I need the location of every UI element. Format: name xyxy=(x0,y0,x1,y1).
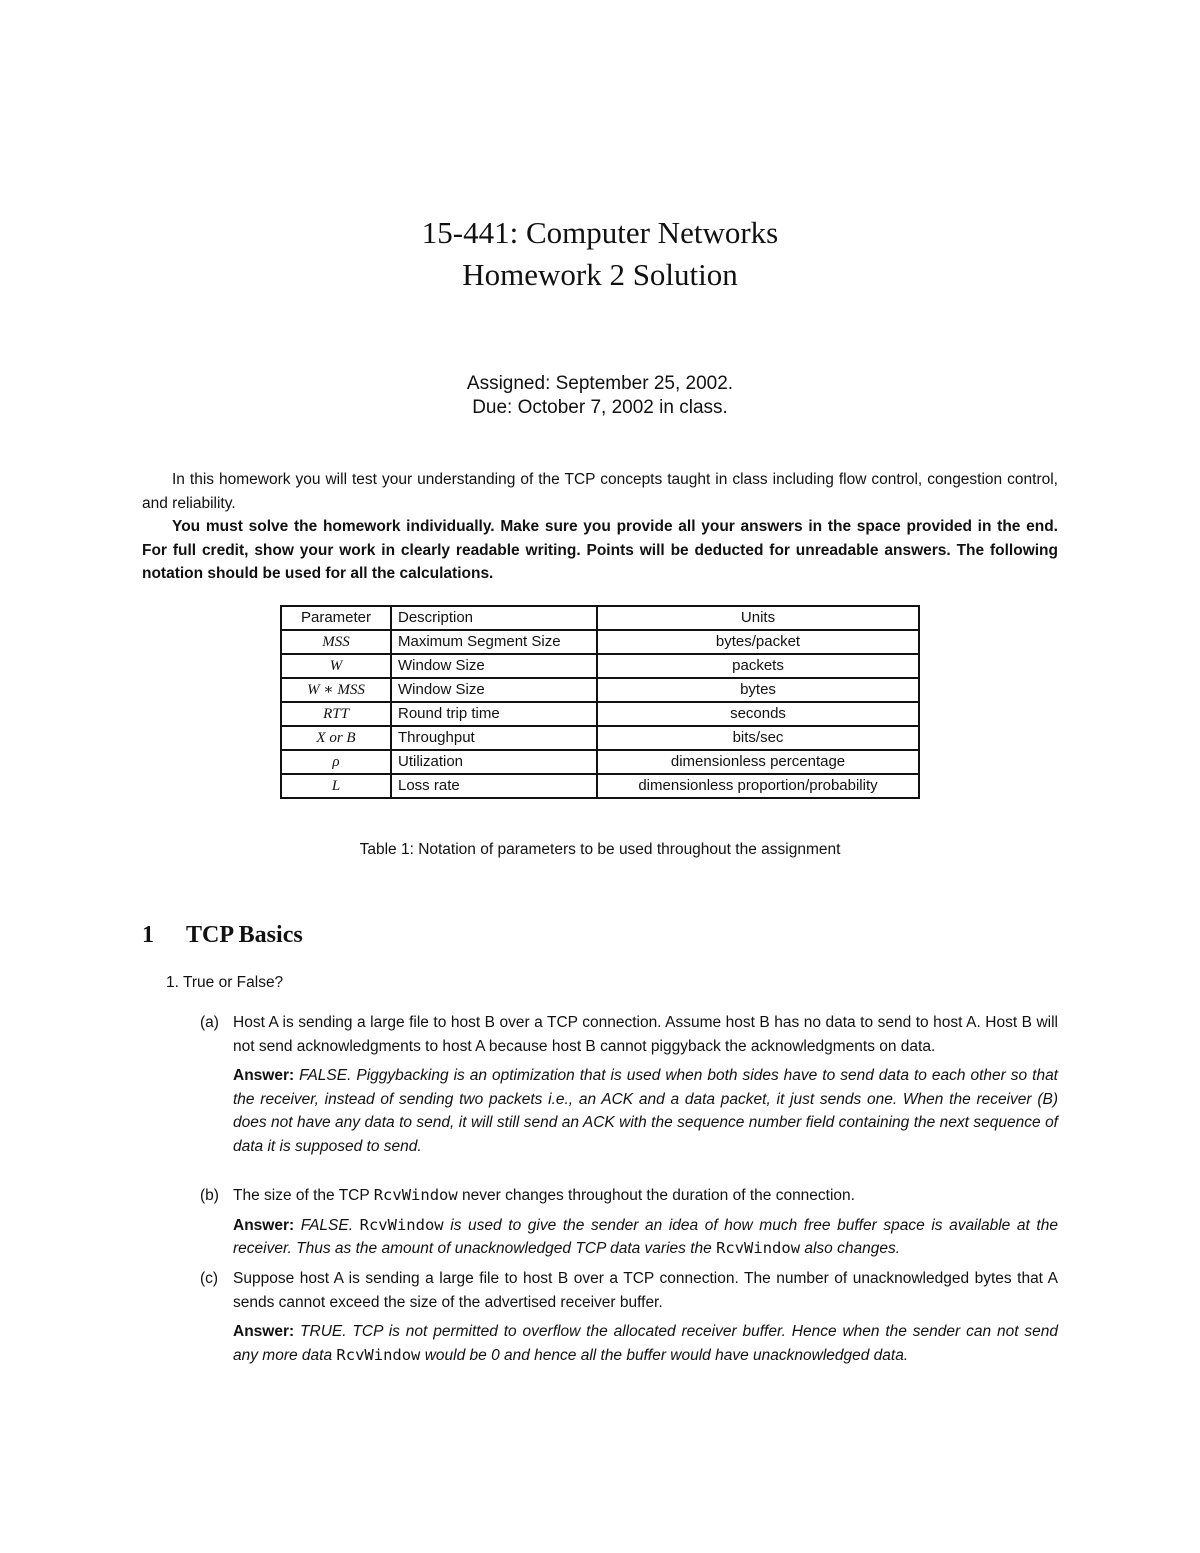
code-rcvwindow: RcvWindow xyxy=(336,1345,421,1364)
units-cell: bits/sec xyxy=(597,726,919,750)
answer-block xyxy=(233,1320,1058,1367)
answer-label: Answer: xyxy=(233,1323,295,1340)
param-cell: RTT xyxy=(281,702,391,726)
table-caption: Table 1: Notation of parameters to be used throughout the assignment xyxy=(359,841,841,858)
answer-text-part: would be 0 and hence all the buffer would have unacknowledged data. xyxy=(420,1346,909,1364)
intro-paragraph: In this homework you will test your understanding of the TCP concepts taught in class including flow control, congestion control, and reliability. xyxy=(142,471,1058,512)
question-number: 1. xyxy=(166,974,179,991)
units-cell: seconds xyxy=(597,702,919,726)
units-cell: dimensionless percentage xyxy=(597,750,919,774)
answer-text: FALSE. Piggybacking is an optimization that is used when both sides have to send data to each other so that the receiver, instead of sending two packets i.e., an ACK and a data packet, it just sends one. When the receiver (B) does not have any data to send, it will still send an ACK with the sequence number field containing the next sequence of data it is supposed to send. xyxy=(233,1067,1058,1155)
question-text-part: never changes throughout the duration of the connection. xyxy=(457,1187,855,1204)
notation-table xyxy=(280,605,920,799)
description-cell: Window Size xyxy=(391,654,597,678)
table-row xyxy=(281,726,919,750)
code-rcvwindow: RcvWindow xyxy=(373,1186,458,1204)
description-cell: Throughput xyxy=(391,726,597,750)
param-cell: W xyxy=(281,654,391,678)
answer-block xyxy=(233,1214,1058,1261)
table-header-row xyxy=(281,606,919,630)
table-row xyxy=(281,654,919,678)
param-cell: W ∗ MSS xyxy=(281,678,391,702)
sub-question-c xyxy=(200,1267,1058,1367)
doc-dates xyxy=(0,372,1200,420)
question-text: True or False? xyxy=(182,974,284,991)
units-cell: bytes xyxy=(597,678,919,702)
table-row xyxy=(281,750,919,774)
answer-text xyxy=(233,1323,1058,1364)
table-header-cell: Description xyxy=(391,606,597,630)
answer-label: Answer: xyxy=(233,1216,295,1234)
description-cell: Window Size xyxy=(391,678,597,702)
table-row xyxy=(281,678,919,702)
section-number: 1 xyxy=(142,922,154,948)
description-cell: Loss rate xyxy=(391,774,597,798)
sub-question-label: (b) xyxy=(200,1187,219,1204)
code-rcvwindow: RcvWindow xyxy=(716,1239,801,1257)
param-cell: L xyxy=(281,774,391,798)
section-title: TCP Basics xyxy=(186,922,303,948)
units-cell: dimensionless proportion/probability xyxy=(597,774,919,798)
param-cell: MSS xyxy=(281,630,391,654)
sub-question-a xyxy=(200,1011,1058,1158)
sub-question-text: Suppose host A is sending a large file to host B over a TCP connection. The number of unacknowledged bytes that A sends cannot exceed the size of the advertised receiver buffer. xyxy=(233,1270,1058,1311)
doc-title-course: 15-441: Computer Networks xyxy=(421,215,779,250)
sub-question-label: (c) xyxy=(200,1270,219,1287)
description-cell: Utilization xyxy=(391,750,597,774)
answer-label: Answer: xyxy=(233,1067,295,1084)
answer-text-part: is used to give the sender an idea of how much free buffer space is available at the receiver. Thus as the amount of unacknowledged TCP data varies the xyxy=(233,1216,1058,1257)
answer-block xyxy=(233,1064,1058,1158)
sub-question-b xyxy=(200,1184,1058,1261)
table-row xyxy=(281,702,919,726)
units-cell: packets xyxy=(597,654,919,678)
sub-question-label: (a) xyxy=(200,1014,219,1031)
table-header-cell: Parameter xyxy=(281,606,391,630)
param-cell: ρ xyxy=(281,750,391,774)
section-heading xyxy=(142,918,303,952)
table-row xyxy=(281,774,919,798)
sub-question-text xyxy=(233,1184,1058,1208)
doc-title-homework: Homework 2 Solution xyxy=(462,257,738,292)
code-rcvwindow: RcvWindow xyxy=(359,1215,444,1234)
description-cell: Round trip time xyxy=(391,702,597,726)
description-cell: Maximum Segment Size xyxy=(391,630,597,654)
table-header-cell: Units xyxy=(597,606,919,630)
assigned-date: Assigned: September 25, 2002. xyxy=(466,373,734,394)
instructions-paragraph: You must solve the homework individually. Make sure you provide all your answers in the space provided in the end. For full credit, show your work in clearly readable writing. Points will be deducted for unreadable answers. The following notation should be used for all the calculations. xyxy=(142,518,1058,582)
units-cell: bytes/packet xyxy=(597,630,919,654)
answer-text-part: TRUE. TCP is not permitted to overflow the allocated receiver buffer. Hence when the sender can not send any more data xyxy=(233,1323,1058,1364)
sub-question-text: Host A is sending a large file to host B over a TCP connection. Assume host B has no data to send to host A. Host B will not send acknowledgments to host A because host B cannot piggyback the acknowledgments on data. xyxy=(233,1014,1058,1055)
table-row xyxy=(281,630,919,654)
question-item xyxy=(166,971,283,994)
answer-text-part: FALSE. xyxy=(300,1216,360,1234)
answer-text-part: also changes. xyxy=(800,1240,901,1257)
param-cell: X or B xyxy=(281,726,391,750)
due-date: Due: October 7, 2002 in class. xyxy=(472,397,728,418)
answer-text xyxy=(233,1217,1058,1258)
question-text-part: The size of the TCP xyxy=(233,1187,374,1204)
